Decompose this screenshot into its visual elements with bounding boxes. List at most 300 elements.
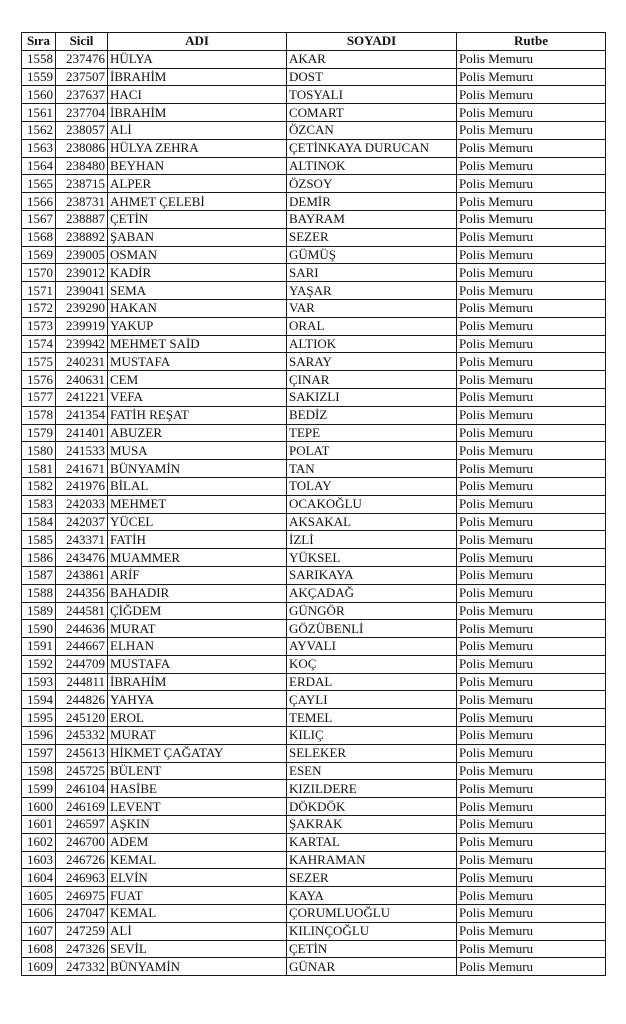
cell-adi: MUSTAFA	[108, 353, 287, 371]
table-row	[22, 922, 606, 940]
cell-sira: 1594	[22, 691, 56, 709]
cell-sira: 1590	[22, 620, 56, 638]
cell-sira: 1599	[22, 780, 56, 798]
table-row	[22, 353, 606, 371]
cell-rutbe: Polis Memuru	[457, 673, 606, 691]
header-adi: ADI	[108, 33, 287, 51]
cell-sicil: 238887	[56, 210, 108, 228]
cell-adi: BAHADIR	[108, 584, 287, 602]
cell-sicil: 246169	[56, 798, 108, 816]
table-row	[22, 709, 606, 727]
cell-sira: 1592	[22, 655, 56, 673]
cell-adi: BÜNYAMİN	[108, 958, 287, 976]
cell-sira: 1582	[22, 477, 56, 495]
cell-adi: ARİF	[108, 566, 287, 584]
cell-adi: KEMAL	[108, 905, 287, 923]
cell-adi: AŞKIN	[108, 816, 287, 834]
cell-soyadi: ŞAKRAK	[287, 816, 457, 834]
table-row	[22, 549, 606, 567]
cell-sicil: 241354	[56, 406, 108, 424]
cell-sicil: 241533	[56, 442, 108, 460]
cell-adi: ALİ	[108, 121, 287, 139]
cell-adi: ADEM	[108, 833, 287, 851]
cell-sira: 1573	[22, 317, 56, 335]
cell-soyadi: ERDAL	[287, 673, 457, 691]
cell-rutbe: Polis Memuru	[457, 477, 606, 495]
table-row	[22, 424, 606, 442]
table-row	[22, 246, 606, 264]
cell-soyadi: KOÇ	[287, 655, 457, 673]
cell-sicil: 244636	[56, 620, 108, 638]
cell-soyadi: DÖKDÖK	[287, 798, 457, 816]
cell-adi: İBRAHİM	[108, 673, 287, 691]
table-row	[22, 104, 606, 122]
cell-soyadi: GÜMÜŞ	[287, 246, 457, 264]
cell-adi: BEYHAN	[108, 157, 287, 175]
cell-adi: YAHYA	[108, 691, 287, 709]
cell-sicil: 239041	[56, 282, 108, 300]
cell-sira: 1565	[22, 175, 56, 193]
cell-rutbe: Polis Memuru	[457, 460, 606, 478]
cell-soyadi: ÖZCAN	[287, 121, 457, 139]
cell-sicil: 238731	[56, 193, 108, 211]
cell-soyadi: KAYA	[287, 887, 457, 905]
cell-sicil: 246700	[56, 833, 108, 851]
cell-soyadi: ESEN	[287, 762, 457, 780]
cell-rutbe: Polis Memuru	[457, 157, 606, 175]
table-row	[22, 50, 606, 68]
cell-sira: 1571	[22, 282, 56, 300]
cell-sira: 1560	[22, 86, 56, 104]
cell-rutbe: Polis Memuru	[457, 424, 606, 442]
table-row	[22, 210, 606, 228]
table-row	[22, 620, 606, 638]
cell-rutbe: Polis Memuru	[457, 851, 606, 869]
cell-adi: OSMAN	[108, 246, 287, 264]
cell-adi: HAKAN	[108, 299, 287, 317]
cell-adi: ÇETİN	[108, 210, 287, 228]
cell-adi: KADİR	[108, 264, 287, 282]
cell-adi: MUSA	[108, 442, 287, 460]
cell-sicil: 238086	[56, 139, 108, 157]
cell-rutbe: Polis Memuru	[457, 905, 606, 923]
cell-sicil: 246726	[56, 851, 108, 869]
table-row	[22, 833, 606, 851]
cell-soyadi: GÜNAR	[287, 958, 457, 976]
cell-sicil: 244667	[56, 638, 108, 656]
table-row	[22, 780, 606, 798]
cell-rutbe: Polis Memuru	[457, 406, 606, 424]
cell-sicil: 239919	[56, 317, 108, 335]
header-sicil: Sicil	[56, 33, 108, 51]
cell-soyadi: ORAL	[287, 317, 457, 335]
cell-sira: 1576	[22, 371, 56, 389]
cell-sira: 1608	[22, 940, 56, 958]
cell-soyadi: TEMEL	[287, 709, 457, 727]
cell-adi: FUAT	[108, 887, 287, 905]
cell-rutbe: Polis Memuru	[457, 335, 606, 353]
cell-soyadi: ÇINAR	[287, 371, 457, 389]
cell-sicil: 244709	[56, 655, 108, 673]
cell-adi: ÇİĞDEM	[108, 602, 287, 620]
cell-adi: SEVİL	[108, 940, 287, 958]
cell-adi: MEHMET	[108, 495, 287, 513]
cell-sicil: 238892	[56, 228, 108, 246]
cell-sicil: 237704	[56, 104, 108, 122]
cell-rutbe: Polis Memuru	[457, 139, 606, 157]
table-row	[22, 406, 606, 424]
cell-sira: 1603	[22, 851, 56, 869]
cell-sicil: 237507	[56, 68, 108, 86]
header-rutbe: Rutbe	[457, 33, 606, 51]
cell-adi: FATİH REŞAT	[108, 406, 287, 424]
cell-sira: 1577	[22, 388, 56, 406]
cell-sicil: 241671	[56, 460, 108, 478]
cell-adi: VEFA	[108, 388, 287, 406]
cell-soyadi: AKSAKAL	[287, 513, 457, 531]
cell-rutbe: Polis Memuru	[457, 584, 606, 602]
table-row	[22, 371, 606, 389]
cell-rutbe: Polis Memuru	[457, 549, 606, 567]
table-row	[22, 531, 606, 549]
cell-soyadi: TAN	[287, 460, 457, 478]
cell-sicil: 239005	[56, 246, 108, 264]
cell-adi: HACI	[108, 86, 287, 104]
cell-sicil: 237476	[56, 50, 108, 68]
cell-sira: 1589	[22, 602, 56, 620]
cell-soyadi: BEDİZ	[287, 406, 457, 424]
cell-soyadi: KILIÇ	[287, 727, 457, 745]
cell-soyadi: ÇORUMLUOĞLU	[287, 905, 457, 923]
cell-soyadi: TOSYALI	[287, 86, 457, 104]
table-row	[22, 584, 606, 602]
cell-soyadi: AYVALI	[287, 638, 457, 656]
cell-rutbe: Polis Memuru	[457, 762, 606, 780]
table-row	[22, 638, 606, 656]
cell-soyadi: YAŞAR	[287, 282, 457, 300]
cell-sicil: 242037	[56, 513, 108, 531]
cell-adi: MURAT	[108, 727, 287, 745]
cell-soyadi: OCAKOĞLU	[287, 495, 457, 513]
cell-soyadi: AKÇADAĞ	[287, 584, 457, 602]
cell-soyadi: TOLAY	[287, 477, 457, 495]
cell-soyadi: ÖZSOY	[287, 175, 457, 193]
cell-sira: 1583	[22, 495, 56, 513]
cell-rutbe: Polis Memuru	[457, 495, 606, 513]
cell-adi: YÜCEL	[108, 513, 287, 531]
cell-sira: 1604	[22, 869, 56, 887]
cell-rutbe: Polis Memuru	[457, 655, 606, 673]
cell-soyadi: İZLİ	[287, 531, 457, 549]
cell-sira: 1568	[22, 228, 56, 246]
cell-sira: 1566	[22, 193, 56, 211]
cell-soyadi: POLAT	[287, 442, 457, 460]
table-row	[22, 139, 606, 157]
cell-rutbe: Polis Memuru	[457, 780, 606, 798]
cell-adi: LEVENT	[108, 798, 287, 816]
table-row	[22, 762, 606, 780]
table-row	[22, 121, 606, 139]
cell-sicil: 241221	[56, 388, 108, 406]
cell-sira: 1593	[22, 673, 56, 691]
cell-sicil: 245332	[56, 727, 108, 745]
cell-sira: 1570	[22, 264, 56, 282]
cell-sicil: 246975	[56, 887, 108, 905]
table-row	[22, 691, 606, 709]
cell-rutbe: Polis Memuru	[457, 442, 606, 460]
cell-sira: 1578	[22, 406, 56, 424]
cell-sicil: 244811	[56, 673, 108, 691]
cell-adi: YAKUP	[108, 317, 287, 335]
cell-rutbe: Polis Memuru	[457, 264, 606, 282]
cell-adi: BİLAL	[108, 477, 287, 495]
cell-rutbe: Polis Memuru	[457, 887, 606, 905]
cell-sicil: 245613	[56, 744, 108, 762]
cell-rutbe: Polis Memuru	[457, 691, 606, 709]
table-row	[22, 442, 606, 460]
table-row	[22, 299, 606, 317]
cell-sira: 1562	[22, 121, 56, 139]
cell-rutbe: Polis Memuru	[457, 353, 606, 371]
cell-adi: CEM	[108, 371, 287, 389]
table-row	[22, 68, 606, 86]
cell-adi: SEMA	[108, 282, 287, 300]
table-row	[22, 727, 606, 745]
table-row	[22, 887, 606, 905]
cell-adi: MURAT	[108, 620, 287, 638]
cell-sira: 1601	[22, 816, 56, 834]
table-row	[22, 869, 606, 887]
cell-soyadi: SEZER	[287, 869, 457, 887]
cell-adi: AHMET ÇELEBİ	[108, 193, 287, 211]
cell-soyadi: SARI	[287, 264, 457, 282]
cell-adi: HÜLYA	[108, 50, 287, 68]
cell-soyadi: KARTAL	[287, 833, 457, 851]
cell-soyadi: SELEKER	[287, 744, 457, 762]
cell-sira: 1559	[22, 68, 56, 86]
cell-sicil: 240231	[56, 353, 108, 371]
table-row	[22, 655, 606, 673]
table-row	[22, 673, 606, 691]
table-row	[22, 495, 606, 513]
cell-rutbe: Polis Memuru	[457, 210, 606, 228]
cell-soyadi: SARIKAYA	[287, 566, 457, 584]
header-sira: Sıra	[22, 33, 56, 51]
cell-sira: 1574	[22, 335, 56, 353]
table-row	[22, 282, 606, 300]
cell-soyadi: ÇETİN	[287, 940, 457, 958]
cell-soyadi: KILINÇOĞLU	[287, 922, 457, 940]
cell-rutbe: Polis Memuru	[457, 282, 606, 300]
cell-sira: 1561	[22, 104, 56, 122]
cell-adi: MUSTAFA	[108, 655, 287, 673]
personnel-table	[21, 32, 606, 976]
cell-adi: BÜLENT	[108, 762, 287, 780]
cell-sicil: 245725	[56, 762, 108, 780]
cell-soyadi: ÇETİNKAYA DURUCAN	[287, 139, 457, 157]
table-row	[22, 816, 606, 834]
cell-rutbe: Polis Memuru	[457, 299, 606, 317]
cell-sicil: 244356	[56, 584, 108, 602]
cell-sira: 1575	[22, 353, 56, 371]
cell-sira: 1607	[22, 922, 56, 940]
table-row	[22, 86, 606, 104]
table-row	[22, 958, 606, 976]
table-row	[22, 157, 606, 175]
cell-rutbe: Polis Memuru	[457, 869, 606, 887]
cell-rutbe: Polis Memuru	[457, 371, 606, 389]
cell-rutbe: Polis Memuru	[457, 531, 606, 549]
cell-sicil: 247047	[56, 905, 108, 923]
cell-soyadi: VAR	[287, 299, 457, 317]
cell-rutbe: Polis Memuru	[457, 193, 606, 211]
cell-adi: ŞABAN	[108, 228, 287, 246]
cell-adi: HASİBE	[108, 780, 287, 798]
cell-sira: 1563	[22, 139, 56, 157]
header-soyadi: SOYADI	[287, 33, 457, 51]
cell-sira: 1579	[22, 424, 56, 442]
table-row	[22, 193, 606, 211]
cell-rutbe: Polis Memuru	[457, 958, 606, 976]
table-row	[22, 566, 606, 584]
cell-sira: 1569	[22, 246, 56, 264]
cell-sira: 1595	[22, 709, 56, 727]
cell-sicil: 246963	[56, 869, 108, 887]
table-row	[22, 798, 606, 816]
cell-sicil: 241976	[56, 477, 108, 495]
table-row	[22, 388, 606, 406]
cell-sira: 1591	[22, 638, 56, 656]
cell-adi: İBRAHİM	[108, 68, 287, 86]
cell-rutbe: Polis Memuru	[457, 86, 606, 104]
cell-sira: 1588	[22, 584, 56, 602]
cell-sicil: 244826	[56, 691, 108, 709]
cell-sicil: 247326	[56, 940, 108, 958]
table-body	[22, 50, 606, 975]
cell-sira: 1564	[22, 157, 56, 175]
cell-adi: FATİH	[108, 531, 287, 549]
cell-rutbe: Polis Memuru	[457, 246, 606, 264]
cell-sira: 1580	[22, 442, 56, 460]
cell-rutbe: Polis Memuru	[457, 566, 606, 584]
cell-rutbe: Polis Memuru	[457, 50, 606, 68]
cell-soyadi: ALTINOK	[287, 157, 457, 175]
cell-rutbe: Polis Memuru	[457, 709, 606, 727]
table-row	[22, 940, 606, 958]
table-row	[22, 460, 606, 478]
cell-rutbe: Polis Memuru	[457, 833, 606, 851]
cell-sira: 1581	[22, 460, 56, 478]
cell-sicil: 243371	[56, 531, 108, 549]
cell-rutbe: Polis Memuru	[457, 744, 606, 762]
table-row	[22, 744, 606, 762]
cell-adi: ELHAN	[108, 638, 287, 656]
cell-sicil: 244581	[56, 602, 108, 620]
cell-soyadi: SARAY	[287, 353, 457, 371]
cell-soyadi: TEPE	[287, 424, 457, 442]
cell-adi: ABUZER	[108, 424, 287, 442]
table-row	[22, 317, 606, 335]
cell-rutbe: Polis Memuru	[457, 798, 606, 816]
table-row	[22, 175, 606, 193]
cell-sira: 1597	[22, 744, 56, 762]
cell-sicil: 241401	[56, 424, 108, 442]
cell-soyadi: YÜKSEL	[287, 549, 457, 567]
cell-rutbe: Polis Memuru	[457, 228, 606, 246]
cell-sira: 1598	[22, 762, 56, 780]
cell-rutbe: Polis Memuru	[457, 104, 606, 122]
cell-soyadi: KAHRAMAN	[287, 851, 457, 869]
cell-soyadi: BAYRAM	[287, 210, 457, 228]
cell-rutbe: Polis Memuru	[457, 68, 606, 86]
cell-adi: KEMAL	[108, 851, 287, 869]
cell-adi: HÜLYA ZEHRA	[108, 139, 287, 157]
cell-adi: ELVİN	[108, 869, 287, 887]
cell-rutbe: Polis Memuru	[457, 121, 606, 139]
cell-sicil: 239942	[56, 335, 108, 353]
cell-soyadi: AKAR	[287, 50, 457, 68]
cell-rutbe: Polis Memuru	[457, 816, 606, 834]
table-row	[22, 905, 606, 923]
cell-sicil: 246597	[56, 816, 108, 834]
cell-soyadi: ALTIOK	[287, 335, 457, 353]
cell-soyadi: GÜNGÖR	[287, 602, 457, 620]
table-row	[22, 335, 606, 353]
cell-sira: 1586	[22, 549, 56, 567]
cell-sicil: 247332	[56, 958, 108, 976]
cell-rutbe: Polis Memuru	[457, 513, 606, 531]
table-row	[22, 851, 606, 869]
cell-sicil: 238480	[56, 157, 108, 175]
cell-sira: 1585	[22, 531, 56, 549]
cell-sicil: 243861	[56, 566, 108, 584]
cell-rutbe: Polis Memuru	[457, 620, 606, 638]
cell-sicil: 239290	[56, 299, 108, 317]
cell-soyadi: COMART	[287, 104, 457, 122]
cell-sicil: 243476	[56, 549, 108, 567]
table-row	[22, 602, 606, 620]
cell-rutbe: Polis Memuru	[457, 175, 606, 193]
table-row	[22, 477, 606, 495]
cell-adi: ALİ	[108, 922, 287, 940]
cell-soyadi: ÇAYLI	[287, 691, 457, 709]
cell-sira: 1587	[22, 566, 56, 584]
cell-soyadi: GÖZÜBENLİ	[287, 620, 457, 638]
cell-rutbe: Polis Memuru	[457, 602, 606, 620]
cell-rutbe: Polis Memuru	[457, 638, 606, 656]
table-row	[22, 264, 606, 282]
cell-sira: 1567	[22, 210, 56, 228]
cell-soyadi: DOST	[287, 68, 457, 86]
cell-soyadi: SEZER	[287, 228, 457, 246]
cell-sicil: 238715	[56, 175, 108, 193]
cell-sira: 1572	[22, 299, 56, 317]
cell-sira: 1609	[22, 958, 56, 976]
cell-sira: 1602	[22, 833, 56, 851]
cell-sicil: 240631	[56, 371, 108, 389]
table-row	[22, 513, 606, 531]
cell-adi: MUAMMER	[108, 549, 287, 567]
cell-soyadi: KIZILDERE	[287, 780, 457, 798]
cell-sira: 1584	[22, 513, 56, 531]
cell-sicil: 242033	[56, 495, 108, 513]
cell-rutbe: Polis Memuru	[457, 727, 606, 745]
cell-rutbe: Polis Memuru	[457, 388, 606, 406]
cell-adi: İBRAHİM	[108, 104, 287, 122]
cell-sicil: 246104	[56, 780, 108, 798]
cell-rutbe: Polis Memuru	[457, 922, 606, 940]
table-row	[22, 228, 606, 246]
